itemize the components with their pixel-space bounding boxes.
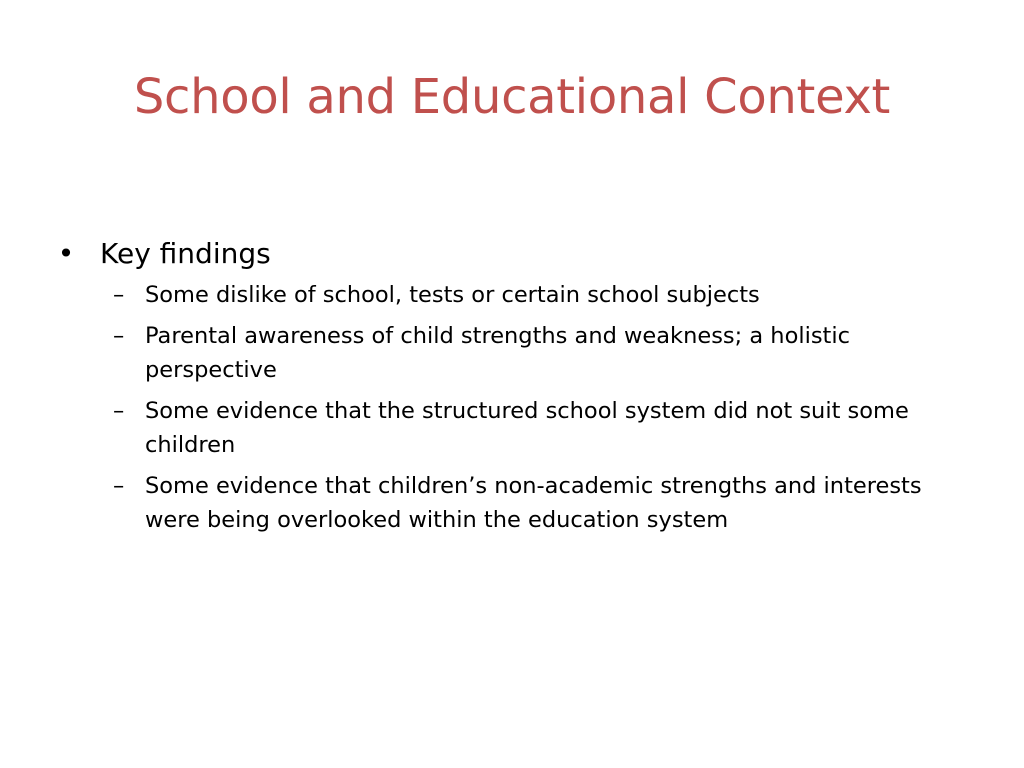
sub-bullet-item [56,319,945,387]
sub-bullet-text: Parental awareness of child strengths and weakness; a holistic perspective [145,323,851,383]
dash-marker: – [113,398,125,424]
sub-bullet-list [56,278,976,537]
bullet-item-key-findings [56,232,976,276]
sub-bullet-item [56,469,945,537]
sub-bullet-text: Some evidence that children’s non-academic strengths and interests were being overlooked within the education system [145,473,922,533]
sub-bullet-item [56,278,945,312]
bullet-marker: • [57,237,75,270]
dash-marker: – [113,323,125,349]
bullet-text: Key findings [100,237,271,270]
sub-bullet-text: Some evidence that the structured school system did not suit some children [145,398,909,458]
dash-marker: – [113,473,125,499]
slide-content [56,232,976,544]
sub-bullet-item [56,394,945,462]
dash-marker: – [113,282,125,308]
sub-bullet-text: Some dislike of school, tests or certain school subjects [145,282,760,308]
slide-title: School and Educational Context [133,69,891,125]
